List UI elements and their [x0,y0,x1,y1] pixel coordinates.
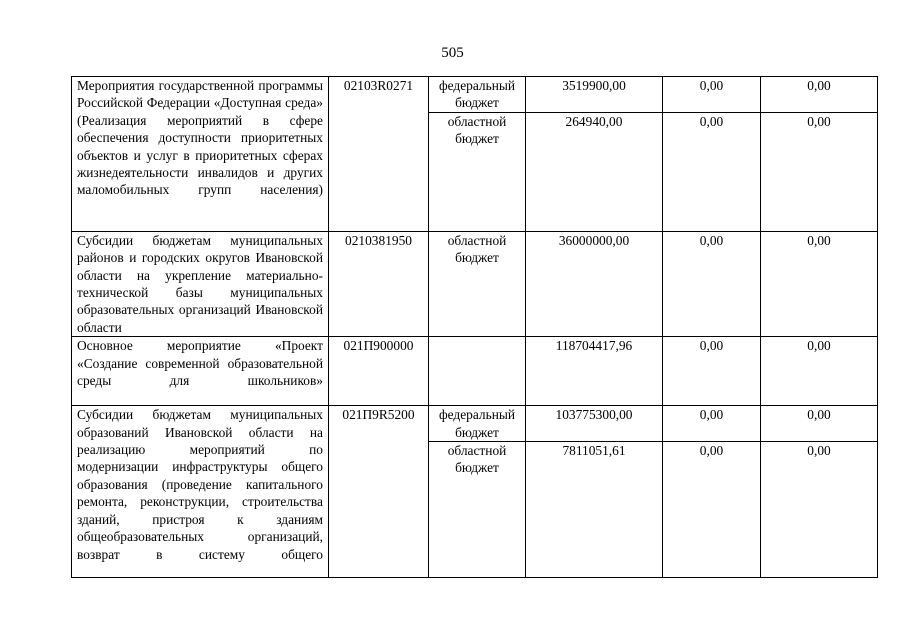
row-amount: 0,00 [663,406,761,442]
row-code: 02103R0271 [329,77,429,232]
row-amount: 0,00 [663,77,761,113]
row-description: Основное мероприятие «Проект «Создание современной образовательной среды для школьников» [72,337,329,406]
table-row [72,406,878,442]
table-row [72,77,878,113]
page-number: 505 [441,45,464,61]
row-source: областной бюджет [429,442,526,578]
row-amount: 0,00 [761,77,878,113]
row-description: Субсидии бюджетам муниципальных районов и городских округов Ивановской области на укрепление материально-технической базы муниципальных образовательных организаций Ивановской области [72,231,329,336]
row-amount: 0,00 [663,442,761,578]
row-source: федеральный бюджет [429,77,526,113]
row-amount: 36000000,00 [526,231,663,336]
row-amount: 0,00 [761,406,878,442]
row-amount: 0,00 [663,231,761,336]
table-row [72,231,878,336]
budget-table [71,76,878,578]
row-amount: 0,00 [761,231,878,336]
row-amount: 0,00 [663,112,761,231]
row-source: областной бюджет [429,112,526,231]
row-source: федеральный бюджет [429,406,526,442]
row-amount: 0,00 [761,112,878,231]
row-source [429,337,526,406]
row-description: Мероприятия государственной программы Российской Федерации «Доступная среда» (Реализация мероприятий в сфере обеспечения доступности приоритетных объектов и услуг в приоритетных сферах жизнедеятельности инвалидов и других маломобильных групп населения) [72,77,329,232]
row-amount: 7811051,61 [526,442,663,578]
row-code: 0210381950 [329,231,429,336]
row-amount: 0,00 [761,337,878,406]
row-description: Субсидии бюджетам муниципальных образований Ивановской области на реализацию мероприятий по модернизации инфраструктуры общего образования (проведение капитального ремонта, реконструкции, строительства зданий, пристроя к зданиям общеобразовательных организаций, возврат в систему общего [72,406,329,578]
row-amount: 0,00 [663,337,761,406]
row-code: 021П900000 [329,337,429,406]
row-amount: 118704417,96 [526,337,663,406]
row-code: 021П9R5200 [329,406,429,578]
row-source: областной бюджет [429,231,526,336]
row-amount: 0,00 [761,442,878,578]
row-amount: 103775300,00 [526,406,663,442]
table-row [72,337,878,406]
row-amount: 3519900,00 [526,77,663,113]
row-amount: 264940,00 [526,112,663,231]
